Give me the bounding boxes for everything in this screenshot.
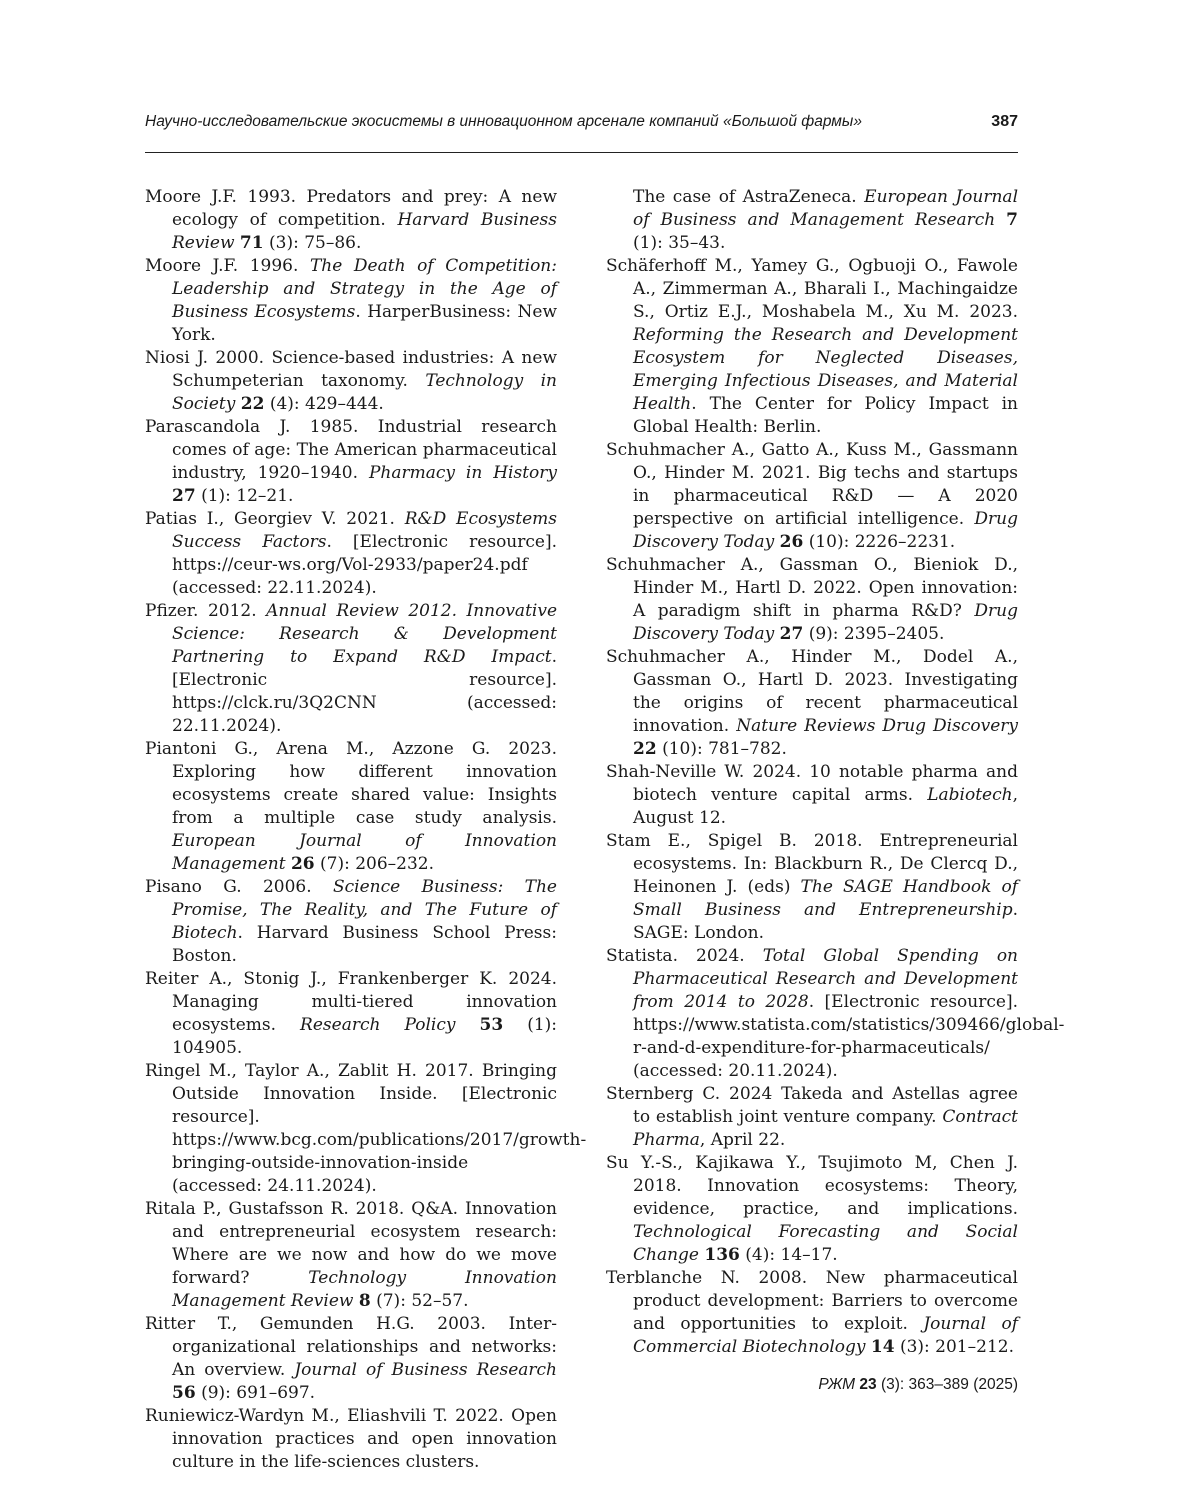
reference-item: Pisano G. 2006. Science Business: The Promise, The Reality, and The Future of Biotech. Harvard Business School Press: Boston. (145, 877, 557, 966)
reference-continuation: The case of AstraZeneca. European Journal of Business and Management Research 7 (1): 35–43. (633, 187, 1019, 253)
reference-item: Moore J.F. 1993. Predators and prey: A new ecology of competition. Harvard Business Review 71 (3): 75–86. (145, 187, 557, 253)
reference-item: Terblanche N. 2008. New pharmaceutical product development: Barriers to overcome and opportunities to exploit. Journal of Commercial Biotechnology 14 (3): 201–212. (606, 1268, 1018, 1357)
header-rule (145, 152, 1018, 153)
reference-item: Su Y.-S., Kajikawa Y., Tsujimoto M, Chen J. 2018. Innovation ecosystems: Theory, evidence, practice, and implications. Technological Forecasting and Social Change 136 (4): 14–17. (606, 1153, 1018, 1265)
reference-item: Statista. 2024. Total Global Spending on Pharmaceutical Research and Development from 2014 to 2028. [Electronic resource]. https://www.statista.com/statistics/309466/global-r-and-d-expenditure-for-pharmaceuticals/ (accessed: 20.11.2024). (606, 946, 1065, 1081)
footer-volume: 23 (859, 1376, 877, 1393)
reference-item: Ritala P., Gustafsson R. 2018. Q&A. Innovation and entrepreneurial ecosystem research: Where are we now and how do we move forward? Technology Innovation Management Review 8 (7): 52–57. (145, 1199, 557, 1311)
reference-item: Parascandola J. 1985. Industrial research comes of age: The American pharmaceutical industry, 1920–1940. Pharmacy in History 27 (1): 12–21. (145, 417, 557, 506)
reference-item: Ritter T., Gemunden H.G. 2003. Inter-organizational relationships and networks: An overview. Journal of Business Research 56 (9): 691–697. (145, 1314, 557, 1403)
reference-item: Patias I., Georgiev V. 2021. R&D Ecosystems Success Factors. [Electronic resource]. https://ceur-ws.org/Vol-2933/paper24.pdf (accessed: 22.11.2024). (145, 509, 558, 598)
reference-column-right (606, 186, 1065, 1359)
reference-item: Stam E., Spigel B. 2018. Entrepreneurial ecosystems. In: Blackburn R., De Clercq D., Heinonen J. (eds) The SAGE Handbook of Small Business and Entrepreneurship. SAGE: London. (606, 831, 1018, 943)
reference-column-left (145, 186, 587, 1474)
reference-item: Sternberg C. 2024 Takeda and Astellas agree to establish joint venture company. Contract Pharma, April 22. (606, 1084, 1018, 1150)
reference-item: Ringel M., Taylor A., Zablit H. 2017. Bringing Outside Innovation Inside. [Electronic resource]. https://www.bcg.com/publications/2017/growth-bringing-outside-innovation-inside (accessed: 24.11.2024). (145, 1061, 587, 1196)
reference-item: Schäferhoff M., Yamey G., Ogbuoji O., Fawole A., Zimmerman A., Bharali I., Machingaidze S., Ortiz E.J., Moshabela M., Xu M. 2023. Reforming the Research and Development Ecosystem for Neglected Diseases, Emerging Infectious Diseases, and Material Health. The Center for Policy Impact in Global Health: Berlin. (606, 256, 1018, 437)
footer-journal: РЖМ (818, 1376, 856, 1393)
footer-issue: (3): 363–389 (2025) (880, 1376, 1018, 1393)
reference-item: Schuhmacher A., Hinder M., Dodel A., Gassman O., Hartl D. 2023. Investigating the origins of recent pharmaceutical innovation. Nature Reviews Drug Discovery 22 (10): 781–782. (606, 647, 1018, 759)
page-footer (818, 1376, 1018, 1394)
reference-item: Schuhmacher A., Gassman O., Bieniok D., Hinder M., Hartl D. 2022. Open innovation: A paradigm shift in pharma R&D? Drug Discovery Today 27 (9): 2395–2405. (606, 555, 1018, 644)
reference-item: Pfizer. 2012. Annual Review 2012. Innovative Science: Research & Development Partnering to Expand R&D Impact. [Electronic resource]. https://clck.ru/3Q2CNN (accessed: 22.11.2024). (145, 601, 558, 736)
reference-item: Piantoni G., Arena M., Azzone G. 2023. Exploring how different innovation ecosystems create shared value: Insights from a multiple case study analysis. European Journal of Innovation Management 26 (7): 206–232. (145, 739, 557, 874)
running-header (145, 113, 1018, 137)
reference-item: Schuhmacher A., Gatto A., Kuss M., Gassmann O., Hinder M. 2021. Big techs and startups in pharmaceutical R&D — A 2020 perspective on artificial intelligence. Drug Discovery Today 26 (10): 2226–2231. (606, 440, 1018, 552)
page-number: 387 (991, 113, 1018, 130)
reference-item: Moore J.F. 1996. The Death of Competition: Leadership and Strategy in the Age of Business Ecosystems. HarperBusiness: New York. (145, 256, 557, 345)
reference-item: Reiter A., Stonig J., Frankenberger K. 2024. Managing multi-tiered innovation ecosystems. Research Policy 53 (1): 104905. (145, 969, 558, 1058)
reference-item: Shah-Neville W. 2024. 10 notable pharma and biotech venture capital arms. Labiotech, August 12. (606, 762, 1018, 828)
reference-item: Niosi J. 2000. Science-based industries: A new Schumpeterian taxonomy. Technology in Society 22 (4): 429–444. (145, 348, 557, 414)
reference-item: Runiewicz-Wardyn M., Eliashvili T. 2022. Open innovation practices and open innovation culture in the life-sciences clusters. (145, 1406, 557, 1472)
running-title: Научно-исследовательские экосистемы в инновационном арсенале компаний «Большой фармы» (145, 113, 862, 130)
